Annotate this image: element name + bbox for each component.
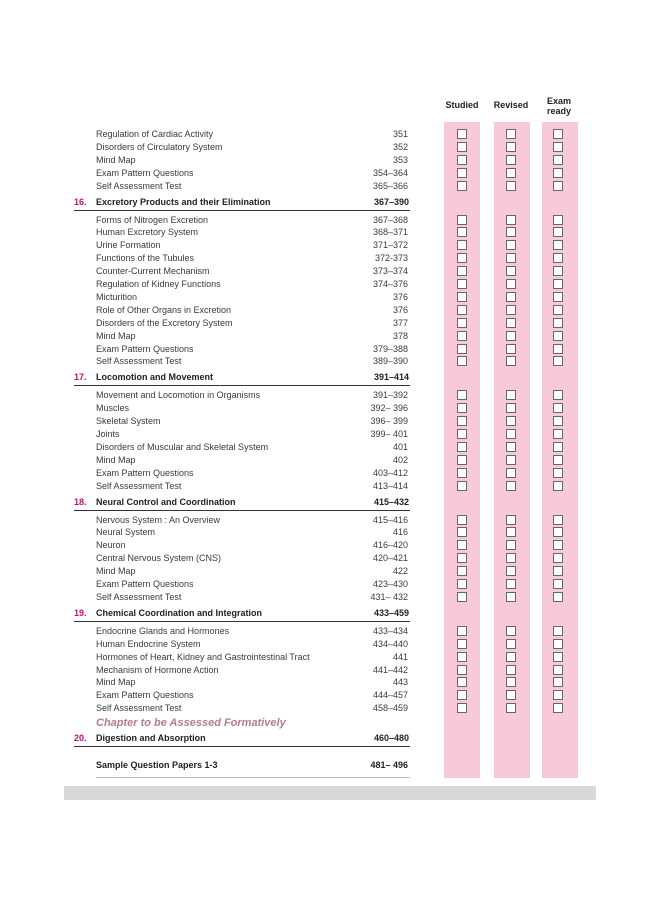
exam-ready-checkbox[interactable] (553, 652, 563, 662)
studied-checkbox[interactable] (457, 155, 467, 165)
topic-title: Central Nervous System (CNS) (96, 553, 222, 564)
topic-row (96, 226, 409, 239)
topic-pages: 377 (392, 317, 408, 328)
exam-ready-checkbox[interactable] (553, 129, 563, 139)
studied-checkbox[interactable] (457, 639, 467, 649)
exam-ready-checkbox[interactable] (553, 155, 563, 165)
exam-ready-checkbox[interactable] (553, 318, 563, 328)
revised-checkbox[interactable] (506, 344, 516, 354)
topic-row (96, 651, 409, 664)
topic-title: Role of Other Organs in Excretion (96, 304, 232, 315)
topic-title: Neural System (96, 527, 156, 538)
revised-checkbox[interactable] (506, 356, 516, 366)
chapter-pages: 460–480 (373, 733, 409, 743)
topic-row (96, 676, 409, 689)
topic-title: Mind Map (96, 566, 136, 577)
sample-papers-row (96, 758, 409, 773)
chapter-number: 16. (74, 196, 87, 207)
revised-checkbox[interactable] (506, 403, 516, 413)
studied-checkbox[interactable] (457, 579, 467, 589)
topic-title: Human Endocrine System (96, 638, 201, 649)
revised-checkbox[interactable] (506, 639, 516, 649)
topic-pages: 415–416 (372, 514, 408, 525)
topic-pages: 434–440 (372, 638, 408, 649)
topic-pages: 376 (392, 291, 408, 302)
topic-row (96, 467, 409, 480)
topic-title: Exam Pattern Questions (96, 579, 194, 589)
exam-ready-checkbox[interactable] (553, 527, 563, 537)
topic-row (96, 526, 409, 539)
revised-checkbox[interactable] (506, 227, 516, 237)
topic-title: Mind Map (96, 677, 136, 688)
topic-row (96, 291, 409, 304)
topic-title: Functions of the Tubules (96, 253, 195, 264)
exam-ready-checkbox[interactable] (553, 305, 563, 315)
revised-checkbox[interactable] (506, 318, 516, 328)
studied-column-header: Studied (445, 100, 479, 110)
exam-ready-checkbox[interactable] (553, 253, 563, 263)
topic-row (96, 565, 409, 578)
exam-ready-checkbox[interactable] (553, 227, 563, 237)
topic-pages: 376 (392, 304, 408, 315)
exam-ready-checkbox[interactable] (553, 429, 563, 439)
topic-row (96, 389, 409, 402)
topic-pages: 379–388 (372, 343, 408, 354)
topic-pages: 392– 396 (370, 403, 408, 414)
revised-checkbox[interactable] (506, 592, 516, 602)
studied-checkbox[interactable] (457, 652, 467, 662)
studied-checkbox[interactable] (457, 553, 467, 563)
revised-checkbox[interactable] (506, 515, 516, 525)
studied-checkbox[interactable] (457, 703, 467, 713)
topic-pages: 372-373 (374, 253, 408, 264)
topic-row (96, 454, 409, 467)
topic-title: Disorders of Circulatory System (96, 141, 223, 152)
studied-checkbox[interactable] (457, 403, 467, 413)
exam-ready-checkbox[interactable] (553, 481, 563, 491)
exam-ready-checkbox[interactable] (553, 215, 563, 225)
exam-ready-checkbox[interactable] (553, 665, 563, 675)
exam-ready-checkbox[interactable] (553, 455, 563, 465)
studied-checkbox[interactable] (457, 142, 467, 152)
revised-checkbox[interactable] (506, 677, 516, 687)
topic-title: Forms of Nitrogen Excretion (96, 214, 209, 225)
topic-row (96, 402, 409, 415)
exam-ready-checkbox[interactable] (553, 416, 563, 426)
chapter-pages: 433–459 (373, 607, 409, 618)
studied-checkbox[interactable] (457, 566, 467, 576)
chapter-number: 20. (74, 733, 87, 743)
studied-checkbox[interactable] (457, 344, 467, 354)
topic-row (96, 441, 409, 454)
chapter-number: 19. (74, 607, 87, 618)
topic-row (96, 180, 409, 193)
exam-ready-checkbox[interactable] (553, 690, 563, 700)
exam-ready-checkbox[interactable] (553, 403, 563, 413)
topic-title: Urine Formation (96, 240, 161, 251)
topic-pages: 353 (392, 154, 408, 165)
exam-ready-checkbox[interactable] (553, 626, 563, 636)
topic-pages: 433–434 (372, 625, 408, 636)
studied-checkbox[interactable] (457, 279, 467, 289)
studied-checkbox[interactable] (457, 468, 467, 478)
topic-row (96, 343, 409, 356)
studied-checkbox[interactable] (457, 626, 467, 636)
topic-row (96, 304, 409, 317)
topic-pages: 367–368 (372, 214, 408, 225)
topic-row (96, 591, 409, 604)
topic-title: Exam Pattern Questions (96, 167, 194, 178)
revised-checkbox[interactable] (506, 305, 516, 315)
revised-checkbox[interactable] (506, 429, 516, 439)
topic-row (96, 428, 409, 441)
exam-ready-checkbox[interactable] (553, 344, 563, 354)
studied-checkbox[interactable] (457, 665, 467, 675)
exam-ready-checkbox[interactable] (553, 639, 563, 649)
topic-pages: 368–371 (372, 227, 408, 238)
topic-pages: 371–372 (372, 240, 408, 251)
sample-papers-title: Sample Question Papers 1-3 (96, 760, 218, 770)
topic-row (96, 664, 409, 677)
topic-row (96, 128, 409, 141)
topic-row (96, 167, 409, 180)
chapter-title: Digestion and Absorption (96, 733, 206, 743)
chapter-pages: 391–414 (373, 372, 409, 383)
topic-row (96, 317, 409, 330)
studied-checkbox[interactable] (457, 540, 467, 550)
formative-heading: Chapter to be Assessed Formatively (96, 717, 286, 729)
exam-ready-checkbox[interactable] (553, 181, 563, 191)
revised-checkbox[interactable] (506, 481, 516, 491)
revised-checkbox[interactable] (506, 279, 516, 289)
exam-ready-column-header: Exam ready (546, 96, 572, 116)
sample-papers-pages: 481– 496 (370, 760, 408, 770)
topic-title: Mind Map (96, 330, 136, 341)
topic-pages: 403–412 (372, 467, 408, 478)
topic-row (96, 689, 409, 702)
studied-checkbox[interactable] (457, 168, 467, 178)
topic-pages: 413–414 (372, 480, 408, 491)
topic-pages: 373–374 (372, 266, 408, 277)
topic-title: Self Assessment Test (96, 703, 182, 714)
topic-title: Self Assessment Test (96, 480, 182, 491)
topic-pages: 354–364 (372, 167, 408, 178)
topic-pages: 422 (392, 566, 408, 577)
studied-checkbox[interactable] (457, 481, 467, 491)
topic-row (96, 638, 409, 651)
revised-checkbox[interactable] (506, 652, 516, 662)
topic-row (96, 239, 409, 252)
revised-checkbox[interactable] (506, 168, 516, 178)
studied-checkbox[interactable] (457, 592, 467, 602)
topic-row (96, 252, 409, 265)
revised-checkbox[interactable] (506, 129, 516, 139)
sample-divider (96, 777, 410, 778)
studied-checkbox[interactable] (457, 331, 467, 341)
chapter-title: Chemical Coordination and Integration (96, 607, 263, 618)
revised-checkbox[interactable] (506, 155, 516, 165)
topic-row (96, 278, 409, 291)
topic-pages: 391–392 (372, 390, 408, 401)
chapter-title: Locomotion and Movement (96, 372, 213, 383)
topic-row (96, 141, 409, 154)
exam-ready-checkbox[interactable] (553, 579, 563, 589)
chapter-heading (74, 195, 410, 211)
revised-checkbox[interactable] (506, 527, 516, 537)
topic-pages: 416–420 (372, 540, 408, 551)
topic-row (96, 480, 409, 493)
topic-row (96, 265, 409, 278)
studied-checkbox[interactable] (457, 527, 467, 537)
topic-pages: 374–376 (372, 279, 408, 289)
topic-row (96, 415, 409, 428)
topic-row (96, 625, 409, 638)
exam-ready-checkbox[interactable] (553, 566, 563, 576)
revised-checkbox[interactable] (506, 626, 516, 636)
studied-checkbox[interactable] (457, 181, 467, 191)
topic-title: Disorders of the Excretory System (96, 317, 233, 328)
topic-row (96, 578, 409, 591)
chapter-number: 17. (74, 372, 87, 383)
topic-row (96, 154, 409, 167)
topic-pages: 399– 401 (370, 429, 408, 439)
topic-pages: 352 (392, 141, 408, 152)
exam-ready-checkbox[interactable] (553, 142, 563, 152)
revised-checkbox[interactable] (506, 390, 516, 400)
topic-pages: 431– 432 (370, 591, 408, 602)
studied-checkbox[interactable] (457, 215, 467, 225)
studied-checkbox[interactable] (457, 305, 467, 315)
chapter-pages: 415–432 (373, 496, 409, 507)
revised-checkbox[interactable] (506, 579, 516, 589)
chapter-heading-20 (74, 731, 410, 747)
studied-checkbox[interactable] (457, 240, 467, 250)
topic-title: Human Excretory System (96, 227, 199, 238)
studied-checkbox[interactable] (457, 677, 467, 687)
studied-checkbox[interactable] (457, 442, 467, 452)
topic-row (96, 214, 409, 227)
topic-title: Joints (96, 429, 120, 439)
studied-checkbox[interactable] (457, 390, 467, 400)
topic-title: Regulation of Kidney Functions (96, 279, 221, 289)
revised-checkbox[interactable] (506, 703, 516, 713)
topic-pages: 389–390 (372, 356, 408, 367)
topic-row (96, 702, 409, 715)
revised-checkbox[interactable] (506, 442, 516, 452)
revised-checkbox[interactable] (506, 240, 516, 250)
revised-checkbox[interactable] (506, 215, 516, 225)
revised-checkbox[interactable] (506, 292, 516, 302)
studied-checkbox[interactable] (457, 318, 467, 328)
revised-checkbox[interactable] (506, 690, 516, 700)
topic-title: Mechanism of Hormone Action (96, 664, 219, 675)
chapter-number: 18. (74, 496, 87, 507)
revised-checkbox[interactable] (506, 181, 516, 191)
exam-ready-checkbox[interactable] (553, 540, 563, 550)
exam-ready-checkbox[interactable] (553, 168, 563, 178)
revised-checkbox[interactable] (506, 468, 516, 478)
exam-ready-checkbox[interactable] (553, 356, 563, 366)
topic-title: Counter-Current Mechanism (96, 266, 210, 277)
chapter-heading (74, 606, 410, 622)
revised-checkbox[interactable] (506, 455, 516, 465)
topic-pages: 396– 399 (370, 416, 408, 427)
revised-checkbox[interactable] (506, 253, 516, 263)
revised-checkbox[interactable] (506, 553, 516, 563)
topic-title: Self Assessment Test (96, 356, 182, 367)
topic-title: Neuron (96, 540, 126, 551)
topic-title: Self Assessment Test (96, 591, 182, 602)
exam-ready-checkbox[interactable] (553, 292, 563, 302)
topic-row (96, 552, 409, 565)
topic-pages: 444–457 (372, 690, 408, 701)
topic-pages: 423–430 (372, 579, 408, 589)
topic-pages: 378 (392, 330, 408, 341)
revised-checkbox[interactable] (506, 142, 516, 152)
topic-title: Muscles (96, 403, 130, 414)
exam-ready-checkbox[interactable] (553, 703, 563, 713)
revised-checkbox[interactable] (506, 566, 516, 576)
topic-row (96, 355, 409, 368)
topic-row (96, 514, 409, 527)
topic-title: Exam Pattern Questions (96, 343, 194, 354)
topic-row (96, 539, 409, 552)
studied-checkbox[interactable] (457, 266, 467, 276)
exam-ready-checkbox[interactable] (553, 331, 563, 341)
topic-title: Exam Pattern Questions (96, 690, 194, 701)
studied-checkbox[interactable] (457, 416, 467, 426)
studied-checkbox[interactable] (457, 292, 467, 302)
studied-checkbox[interactable] (457, 227, 467, 237)
revised-checkbox[interactable] (506, 665, 516, 675)
topic-pages: 441 (392, 651, 408, 662)
topic-title: Disorders of Muscular and Skeletal System (96, 441, 269, 452)
studied-checkbox[interactable] (457, 515, 467, 525)
studied-checkbox[interactable] (457, 690, 467, 700)
topic-title: Regulation of Cardiac Activity (96, 129, 214, 139)
topic-pages: 458–459 (372, 703, 408, 714)
revised-checkbox[interactable] (506, 540, 516, 550)
chapter-heading (74, 495, 410, 511)
topic-pages: 365–366 (372, 180, 408, 191)
topic-row (96, 330, 409, 343)
exam-ready-checkbox[interactable] (553, 515, 563, 525)
exam-ready-checkbox[interactable] (553, 553, 563, 563)
topic-pages: 443 (392, 677, 408, 688)
topic-title: Skeletal System (96, 416, 161, 427)
studied-checkbox[interactable] (457, 253, 467, 263)
exam-ready-checkbox[interactable] (553, 468, 563, 478)
topic-title: Nervous System : An Overview (96, 514, 221, 525)
studied-checkbox[interactable] (457, 356, 467, 366)
topic-title: Exam Pattern Questions (96, 467, 194, 478)
revised-checkbox[interactable] (506, 331, 516, 341)
exam-ready-checkbox[interactable] (553, 279, 563, 289)
studied-checkbox[interactable] (457, 455, 467, 465)
footer-bar (64, 786, 596, 800)
topic-title: Self Assessment Test (96, 180, 182, 191)
chapter-title: Neural Control and Coordination (96, 496, 236, 507)
studied-checkbox[interactable] (457, 129, 467, 139)
chapter-pages: 367–390 (373, 196, 409, 207)
exam-ready-checkbox[interactable] (553, 390, 563, 400)
revised-checkbox[interactable] (506, 266, 516, 276)
topic-title: Hormones of Heart, Kidney and Gastrointestinal Tract (96, 651, 310, 662)
topic-title: Mind Map (96, 454, 136, 465)
topic-pages: 401 (392, 441, 408, 452)
exam-ready-checkbox[interactable] (553, 592, 563, 602)
studied-checkbox[interactable] (457, 429, 467, 439)
topic-pages: 420–421 (372, 553, 408, 564)
chapter-title: Excretory Products and their Elimination (96, 196, 271, 207)
topic-title: Micturition (96, 291, 138, 302)
topic-pages: 441–442 (372, 664, 408, 675)
exam-ready-checkbox[interactable] (553, 266, 563, 276)
exam-ready-checkbox[interactable] (553, 442, 563, 452)
topic-title: Endocrine Glands and Hormones (96, 625, 230, 636)
topic-pages: 402 (392, 454, 408, 465)
exam-ready-checkbox[interactable] (553, 240, 563, 250)
topic-pages: 416 (392, 527, 408, 538)
exam-ready-checkbox[interactable] (553, 677, 563, 687)
topic-pages: 351 (392, 129, 408, 139)
topic-title: Mind Map (96, 154, 136, 165)
topic-title: Movement and Locomotion in Organisms (96, 390, 261, 401)
revised-checkbox[interactable] (506, 416, 516, 426)
chapter-heading (74, 370, 410, 386)
revised-column-header: Revised (493, 100, 529, 110)
